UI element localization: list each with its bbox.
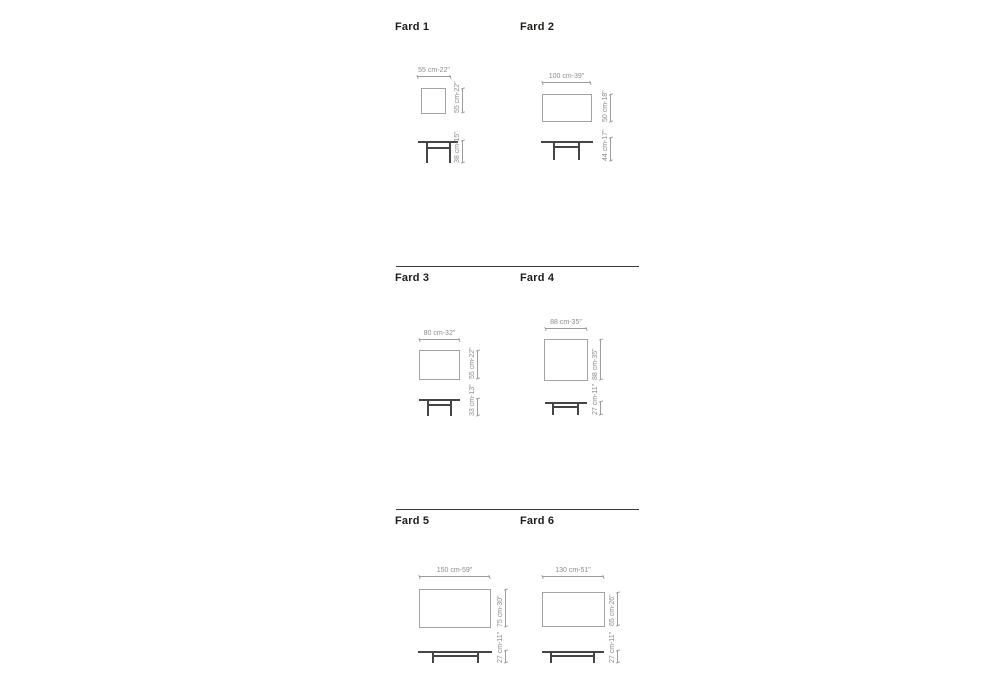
- side-view-tabletop: [419, 399, 460, 401]
- height-dimension-line: [505, 650, 506, 663]
- table-top-view: [421, 88, 446, 114]
- depth-dimension-label: 75 cm-30": [497, 595, 504, 627]
- side-view-stretcher: [432, 655, 479, 657]
- height-dimension-label: 27 cm-11": [592, 383, 599, 415]
- dim-tick: [449, 74, 451, 78]
- width-dimension-line: [542, 576, 604, 577]
- side-view-leg: [593, 651, 595, 663]
- product-title-fard-6: Fard 6: [520, 515, 555, 527]
- depth-dimension-line: [505, 589, 506, 627]
- side-view-leg: [450, 399, 452, 416]
- side-view-leg: [578, 141, 580, 160]
- dim-tick: [541, 80, 543, 84]
- depth-dimension-label: 55 cm-22": [469, 347, 476, 379]
- height-dimension-label: 33 cm-13": [469, 384, 476, 416]
- dim-tick: [602, 574, 604, 578]
- dim-tick: [418, 337, 420, 341]
- side-view-leg: [449, 141, 451, 163]
- depth-dimension-line: [617, 592, 618, 626]
- product-title-fard-5: Fard 5: [395, 515, 430, 527]
- depth-dimension-label: 50 cm-18": [602, 90, 609, 122]
- product-title-fard-4: Fard 4: [520, 272, 555, 284]
- table-top-view: [419, 350, 460, 380]
- width-dimension-line: [545, 328, 587, 329]
- depth-dimension-line: [610, 94, 611, 122]
- depth-dimension-label: 88 cm-35": [592, 348, 599, 380]
- width-dimension-label: 55 cm-22": [418, 67, 450, 74]
- side-view-leg: [477, 651, 479, 663]
- side-view-stretcher: [553, 146, 580, 148]
- side-view-leg: [550, 651, 552, 663]
- width-dimension-line: [542, 82, 591, 83]
- width-dimension-label: 150 cm-59": [436, 567, 473, 574]
- width-dimension-label: 80 cm-32": [423, 330, 456, 337]
- side-view-tabletop: [418, 651, 492, 653]
- section-separator: [396, 509, 639, 510]
- side-view-leg: [427, 399, 429, 416]
- table-top-view: [542, 94, 592, 122]
- side-view-tabletop: [541, 141, 593, 143]
- height-dimension-label: 27 cm-11": [497, 631, 504, 663]
- height-dimension-label: 27 cm-11": [609, 631, 616, 663]
- depth-dimension-line: [600, 339, 601, 380]
- table-top-view: [542, 592, 605, 627]
- height-dimension-line: [600, 401, 601, 415]
- height-dimension-line: [610, 137, 611, 161]
- width-dimension-line: [419, 576, 490, 577]
- dim-tick: [541, 574, 543, 578]
- dim-tick: [544, 326, 546, 330]
- width-dimension-label: 100 cm-39": [548, 73, 585, 80]
- side-view-leg: [577, 402, 579, 415]
- table-top-view: [544, 339, 588, 381]
- side-view-leg: [426, 141, 428, 163]
- dim-tick: [589, 80, 591, 84]
- width-dimension-line: [419, 339, 460, 340]
- height-dimension-line: [462, 140, 463, 163]
- side-view-leg: [553, 141, 555, 160]
- product-title-fard-2: Fard 2: [520, 21, 555, 33]
- height-dimension-label: 38 cm-15": [454, 131, 461, 163]
- depth-dimension-line: [477, 350, 478, 379]
- side-view-stretcher: [552, 406, 579, 408]
- product-title-fard-3: Fard 3: [395, 272, 430, 284]
- width-dimension-label: 130 cm-51": [555, 567, 591, 574]
- height-dimension-line: [617, 650, 618, 663]
- section-separator: [396, 266, 639, 267]
- table-top-view: [419, 589, 491, 628]
- depth-dimension-label: 55 cm-22": [454, 81, 461, 113]
- depth-dimension-label: 65 cm-26": [609, 594, 616, 626]
- dim-tick: [585, 326, 587, 330]
- side-view-stretcher: [550, 655, 595, 657]
- side-view-leg: [432, 651, 434, 663]
- height-dimension-label: 44 cm-17": [602, 129, 609, 161]
- height-dimension-line: [477, 398, 478, 416]
- width-dimension-label: 88 cm-35": [550, 319, 582, 326]
- product-title-fard-1: Fard 1: [395, 21, 430, 33]
- dim-tick: [458, 337, 460, 341]
- side-view-stretcher: [427, 404, 452, 406]
- side-view-tabletop: [418, 141, 458, 143]
- dim-tick: [418, 574, 420, 578]
- dim-tick: [488, 574, 490, 578]
- depth-dimension-line: [462, 88, 463, 113]
- dim-tick: [416, 74, 418, 78]
- side-view-stretcher: [426, 147, 451, 149]
- side-view-leg: [552, 402, 554, 415]
- width-dimension-line: [417, 76, 451, 77]
